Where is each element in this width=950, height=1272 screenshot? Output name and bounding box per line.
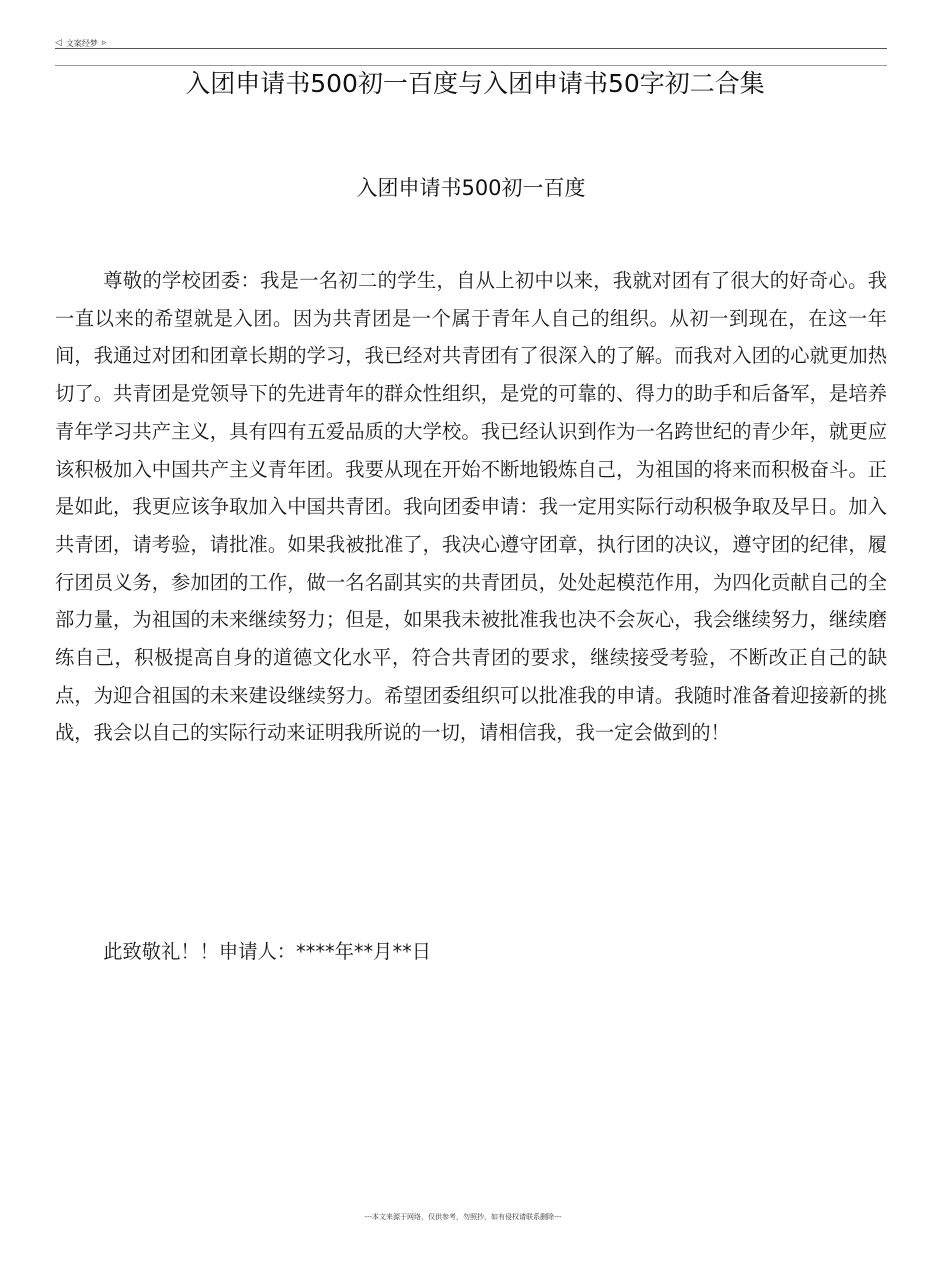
document-title: 入团申请书500初一百度与入团申请书50字初二合集 — [185, 69, 765, 98]
document-subtitle: 入团申请书500初一百度 — [356, 176, 586, 200]
header-label: 文案经梦 — [65, 38, 98, 48]
header-divider — [55, 48, 887, 49]
footer-disclaimer: ---本文来源于网络，仅供参考，勿照抄，如有侵权请联系删除--- — [364, 1213, 562, 1221]
body-paragraph: 尊敬的学校团委：我是一名初二的学生，自从上初中以来，我就对团有了很大的好奇心。我一直以来的希望就是入团。因为共青团是一个属于青年人自己的组织。从初一到现在，在这一年间，我通过对团和团章长期的学习，我已经对共青团有了很深入的了解。而我对入团的心就更加热切了。共青团是党领导下的先进青年的群众性组织，是党的可靠的、得力的助手和后备军，是培养青年学习共产主义，具有四有五爱品质的大学校。我已经认识到作为一名跨世纪的青少年，就更应该积极加入中国共产主义青年团。我要从现在开始不断地锻炼自己，为祖国的将来而积极奋斗。正是如此，我更应该争取加入中国共青团。我向团委申请：我一定用实际行动积极争取及早日。加入共青团，请考验，请批准。如果我被批准了，我决心遵守团章，执行团的决议，遵守团的纪律，履行团员义务，参加团的工作，做一名名副其实的共青团员，处处起模范作用，为四化贡献自己的全部力量，为祖国的未来继续努力；但是，如果我未被批准我也决不会灰心，我会继续努力，继续磨练自己，积极提高自身的道德文化水平，符合共青团的要求，继续接受考验，不断改正自己的缺点，为迎合祖国的未来建设继续努力。希望团委组织可以批准我的申请。我随时准备着迎接新的挑战，我会以自己的实际行动来证明我所说的一切，请相信我，我一定会做到的！ — [55, 269, 887, 745]
closing-line: 此致敬礼！！申请人：****年**月**日 — [103, 940, 432, 963]
triangle-right-icon: ▹ — [101, 38, 107, 48]
triangle-left-icon: ◁ — [55, 38, 62, 48]
